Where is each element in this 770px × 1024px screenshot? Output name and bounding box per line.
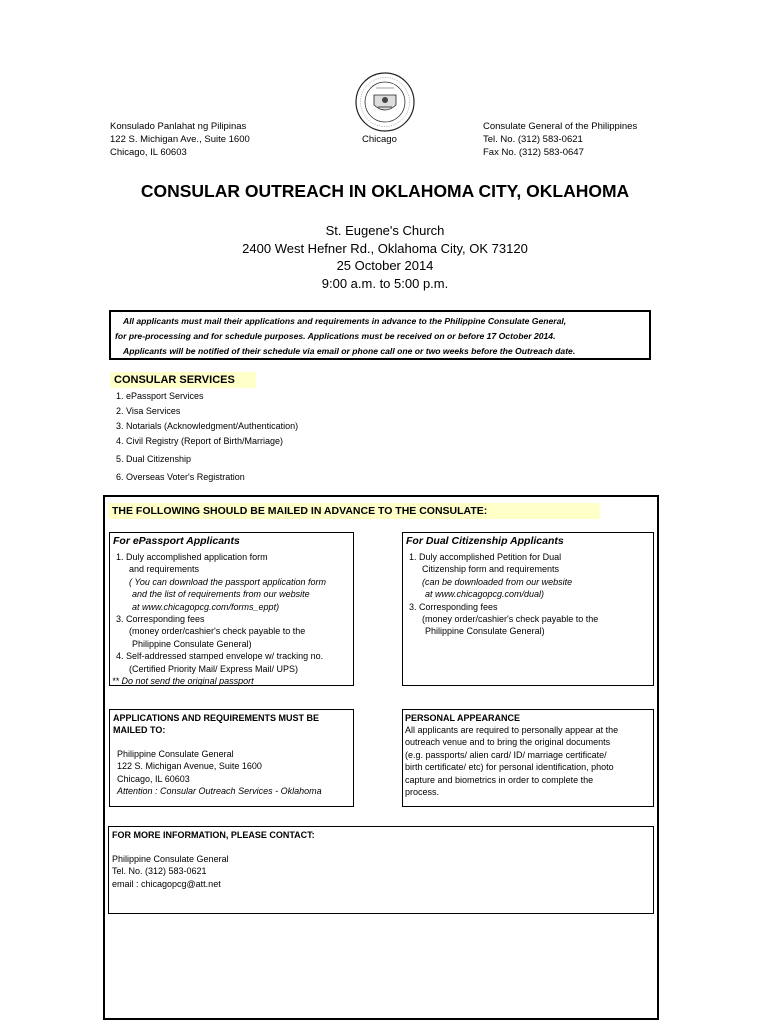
service-item: 4. Civil Registry (Report of Birth/Marriage) bbox=[116, 436, 284, 446]
notice-line: Applicants will be notified of their schedule via email or phone call one or two weeks before the Outreach date. bbox=[123, 346, 576, 356]
mail-section-heading: THE FOLLOWING SHOULD BE MAILED IN ADVANCE TO THE CONSULATE: bbox=[108, 503, 600, 519]
header-right-line: Fax No. (312) 583-0647 bbox=[483, 147, 584, 158]
service-item: 3. Notarials (Acknowledgment/Authentication) bbox=[116, 421, 299, 431]
mail-to-line: 122 S. Michigan Avenue, Suite 1600 bbox=[117, 761, 262, 772]
epassport-line: (Certified Priority Mail/ Express Mail/ UPS) bbox=[129, 663, 299, 674]
dual-citizenship-box bbox=[402, 532, 654, 686]
event-venue: St. Eugene's Church bbox=[325, 223, 445, 238]
appearance-line: process. bbox=[405, 787, 440, 798]
event-address: 2400 West Hefner Rd., Oklahoma City, OK 73120 bbox=[242, 240, 528, 256]
header-city: Chicago bbox=[362, 134, 397, 145]
seal-icon bbox=[352, 71, 418, 133]
notice-line: All applicants must mail their applications and requirements in advance to the Philippine Consulate General, bbox=[123, 316, 567, 326]
epassport-line: (money order/cashier's check payable to the bbox=[129, 626, 306, 637]
epassport-line: and requirements bbox=[129, 564, 200, 575]
contact-details bbox=[112, 853, 229, 890]
notice-line: for pre-processing and for schedule purposes. Applications must be received on or before 17 October 2014. bbox=[115, 331, 556, 341]
appearance-line: outreach venue and to bring the original documents bbox=[405, 737, 611, 748]
appearance-line: capture and biometrics in order to complete the bbox=[405, 774, 594, 785]
dual-line: 1. Duly accomplished Petition for Dual bbox=[409, 552, 562, 562]
consulate-contact-right bbox=[483, 120, 637, 159]
epassport-line: ** Do not send the original passport bbox=[112, 676, 254, 687]
service-item: 5. Dual Citizenship bbox=[116, 454, 192, 464]
event-details bbox=[0, 222, 770, 292]
dfa-seal bbox=[352, 71, 418, 133]
dual-list bbox=[409, 551, 598, 638]
dual-line: Philippine Consulate General) bbox=[425, 626, 545, 637]
epassport-title: For ePassport Applicants bbox=[113, 535, 240, 547]
mail-to-line: Attention : Consular Outreach Services - Oklahoma bbox=[117, 786, 322, 797]
consulate-address-left bbox=[110, 120, 250, 159]
mail-to-line: Chicago, IL 60603 bbox=[117, 773, 190, 784]
header-left-line: Konsulado Panlahat ng Pilipinas bbox=[110, 121, 247, 132]
dual-line: Citizenship form and requirements bbox=[422, 564, 560, 575]
services-heading: CONSULAR SERVICES bbox=[110, 372, 256, 388]
header-left-line: 122 S. Michigan Ave., Suite 1600 bbox=[110, 134, 250, 145]
personal-appearance-box bbox=[402, 709, 654, 807]
service-item: 1. ePassport Services bbox=[116, 391, 204, 401]
epassport-list bbox=[112, 551, 326, 687]
dual-line: at www.chicagopcg.com/dual) bbox=[425, 589, 545, 600]
page-title: CONSULAR OUTREACH IN OKLAHOMA CITY, OKLAHOMA bbox=[140, 181, 630, 201]
appearance-line: birth certificate/ etc) for personal identification, photo bbox=[405, 762, 614, 773]
mail-to-line: Philippine Consulate General bbox=[117, 749, 234, 759]
epassport-line: 4. Self-addressed stamped envelope w/ tracking no. bbox=[116, 651, 324, 662]
dual-title: For Dual Citizenship Applicants bbox=[406, 535, 564, 547]
contact-line: Tel. No. (312) 583-0621 bbox=[112, 866, 207, 877]
header-right-line: Consulate General of the Philippines bbox=[483, 121, 638, 132]
epassport-box bbox=[109, 532, 354, 686]
epassport-line: Philippine Consulate General) bbox=[132, 638, 252, 649]
mail-to-title-line: MAILED TO: bbox=[113, 725, 166, 736]
epassport-line: at www.chicagopcg.com/forms_eppt) bbox=[132, 601, 280, 612]
appearance-title: PERSONAL APPEARANCE bbox=[405, 713, 521, 723]
epassport-line: 1. Duly accomplished application form bbox=[116, 552, 268, 562]
dual-line: 3. Corresponding fees bbox=[409, 601, 498, 612]
mail-to-address bbox=[117, 748, 322, 798]
appearance-line: (e.g. passports/ alien card/ ID/ marriage certificate/ bbox=[405, 749, 607, 760]
service-item: 6. Overseas Voter's Registration bbox=[116, 472, 245, 482]
mail-to-title bbox=[113, 712, 319, 737]
mail-to-box bbox=[109, 709, 354, 807]
dual-line: (money order/cashier's check payable to the bbox=[422, 614, 599, 625]
appearance-line: All applicants are required to personally appear at the bbox=[405, 725, 619, 735]
mail-to-title-line: APPLICATIONS AND REQUIREMENTS MUST BE bbox=[113, 713, 320, 723]
appearance-text bbox=[405, 724, 618, 798]
dual-line: (can be downloaded from our website bbox=[422, 576, 573, 587]
epassport-line: ( You can download the passport application form bbox=[129, 576, 326, 587]
header-right-line: Tel. No. (312) 583-0621 bbox=[483, 134, 583, 145]
service-item: 2. Visa Services bbox=[116, 406, 181, 416]
notice-box bbox=[109, 310, 651, 360]
contact-email: email : chicagopcg@att.net bbox=[112, 878, 221, 889]
epassport-line: 3. Corresponding fees bbox=[116, 614, 205, 625]
header-left-line: Chicago, IL 60603 bbox=[110, 147, 187, 158]
contact-box bbox=[108, 826, 654, 914]
epassport-line: and the list of requirements from our website bbox=[132, 589, 310, 600]
event-time: 9:00 a.m. to 5:00 p.m. bbox=[321, 275, 449, 291]
event-date: 25 October 2014 bbox=[336, 258, 434, 273]
contact-line: Philippine Consulate General bbox=[112, 854, 229, 864]
contact-title: FOR MORE INFORMATION, PLEASE CONTACT: bbox=[112, 830, 315, 840]
